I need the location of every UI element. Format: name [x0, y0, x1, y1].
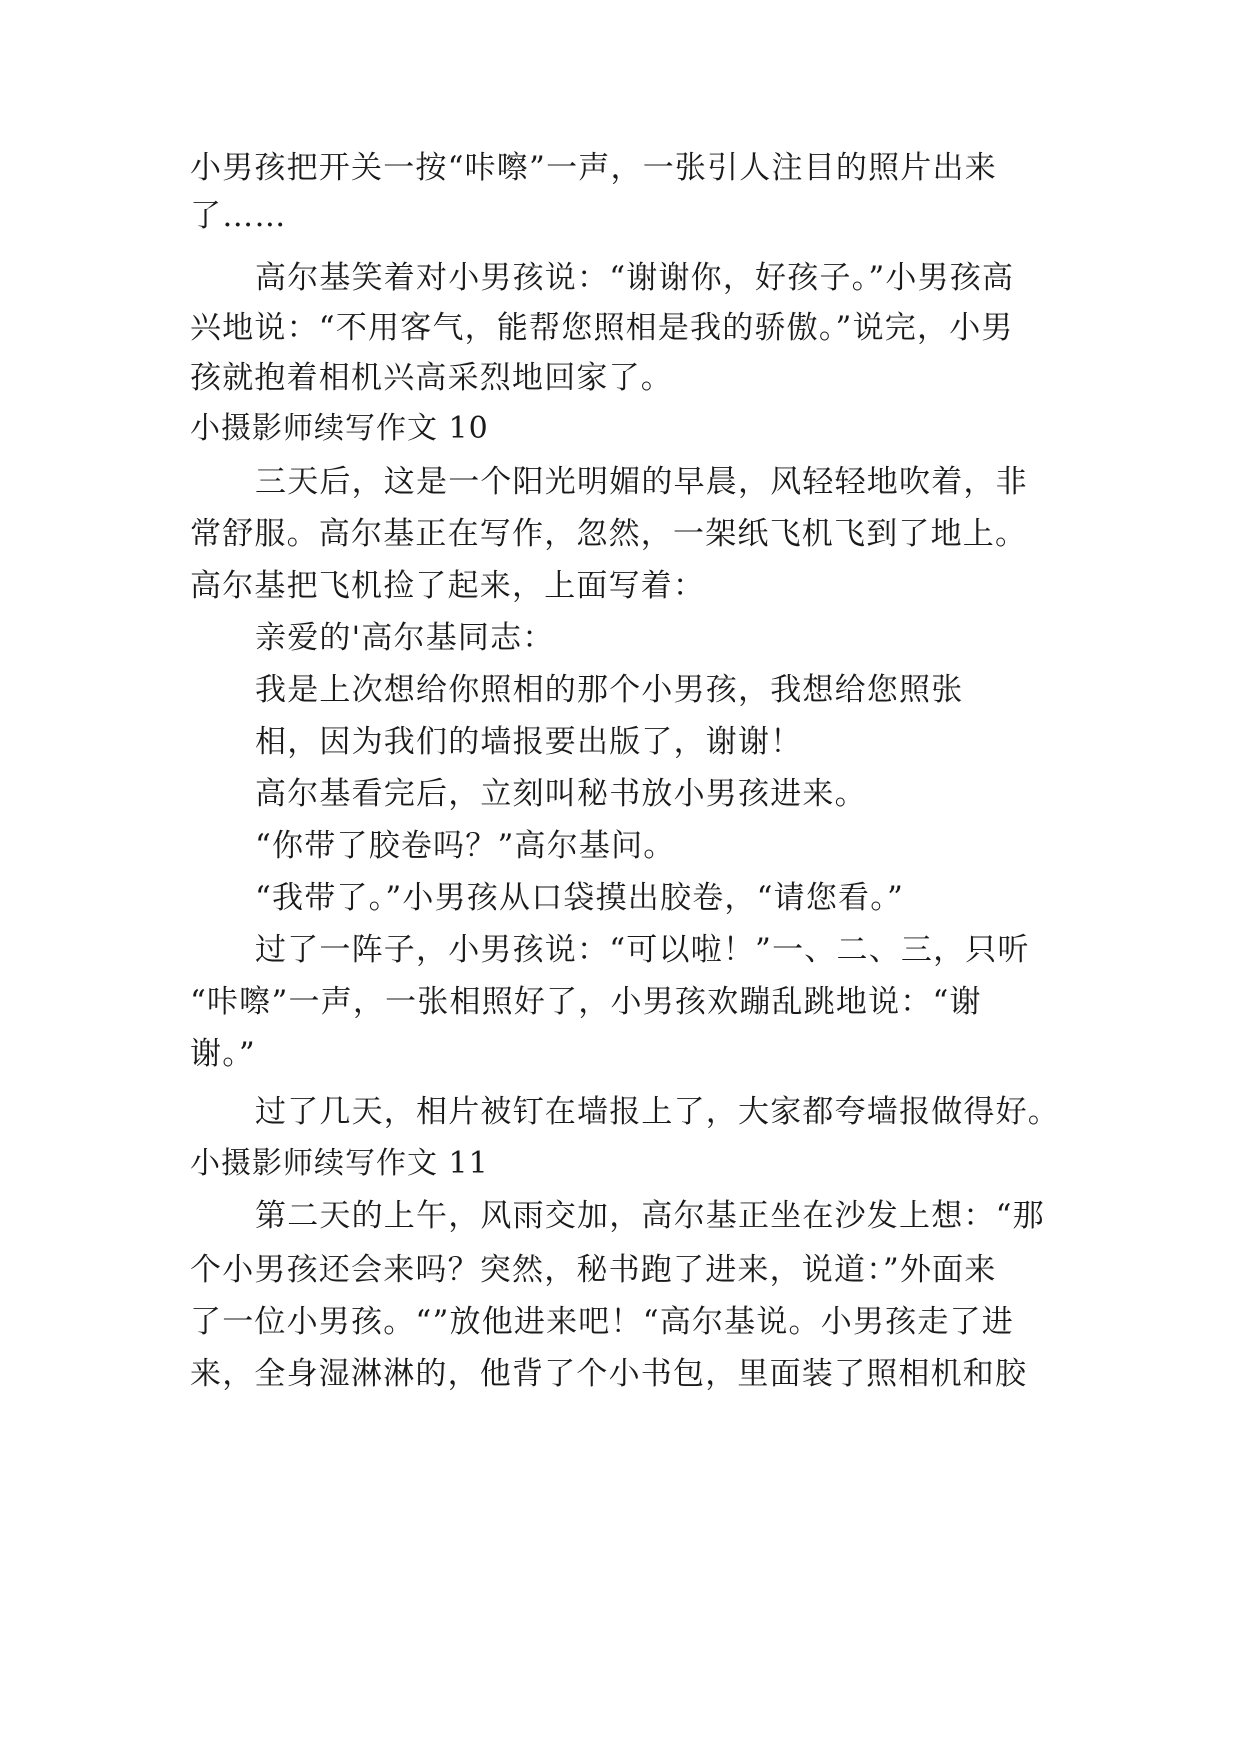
- paragraph-line: 第二天的上午，风雨交加，高尔基正坐在沙发上想：“那: [255, 1198, 1045, 1234]
- paragraph-line: 高尔基笑着对小男孩说：“谢谢你，好孩子。”小男孩高: [255, 260, 1015, 296]
- paragraph-line: 三天后，这是一个阳光明媚的早晨，风轻轻地吹着，非: [255, 464, 1028, 500]
- paragraph-line: 过了几天，相片被钉在墙报上了，大家都夸墙报做得好。: [255, 1094, 1060, 1130]
- paragraph-line: 兴地说：“不用客气，能帮您照相是我的骄傲。”说完，小男: [190, 310, 1014, 346]
- paragraph-line: 了一位小男孩。“”放他进来吧！“高尔基说。小男孩走了进: [190, 1304, 1014, 1340]
- paragraph-line: 过了一阵子，小男孩说：“可以啦！”一、二、三，只听: [255, 932, 1030, 968]
- paragraph-line: 个小男孩还会来吗？突然，秘书跑了进来，说道：”外面来: [190, 1252, 997, 1288]
- paragraph-line: 孩就抱着相机兴高采烈地回家了。: [190, 360, 673, 396]
- paragraph-line: 小男孩把开关一按“咔嚓”一声，一张引人注目的照片出来: [190, 150, 997, 186]
- paragraph-line: 亲爱的'高尔基同志：: [255, 620, 555, 656]
- paragraph-line: “咔嚓”一声，一张相照好了，小男孩欢蹦乱跳地说：“谢: [190, 984, 982, 1020]
- paragraph-line: 我是上次想给你照相的那个小男孩，我想给您照张: [255, 672, 964, 708]
- paragraph-line: 来，全身湿淋淋的，他背了个小书包，里面装了照相机和胶: [190, 1356, 1028, 1392]
- paragraph-line: 相，因为我们的墙报要出版了，谢谢！: [255, 724, 803, 760]
- paragraph-line: 高尔基看完后，立刻叫秘书放小男孩进来。: [255, 776, 867, 812]
- paragraph-line: “你带了胶卷吗？”高尔基问。: [255, 828, 676, 864]
- paragraph-line: “我带了。”小男孩从口袋摸出胶卷，“请您看。”: [255, 880, 904, 916]
- section-heading: 小摄影师续写作文 11: [190, 1146, 489, 1181]
- paragraph-line: 高尔基把飞机捡了起来，上面写着：: [190, 568, 706, 604]
- paragraph-line: 谢。”: [190, 1036, 256, 1072]
- paragraph-line: 了……: [190, 198, 287, 234]
- paragraph-line: 常舒服。高尔基正在写作，忽然，一架纸飞机飞到了地上。: [190, 516, 1028, 552]
- section-heading: 小摄影师续写作文 10: [190, 411, 489, 446]
